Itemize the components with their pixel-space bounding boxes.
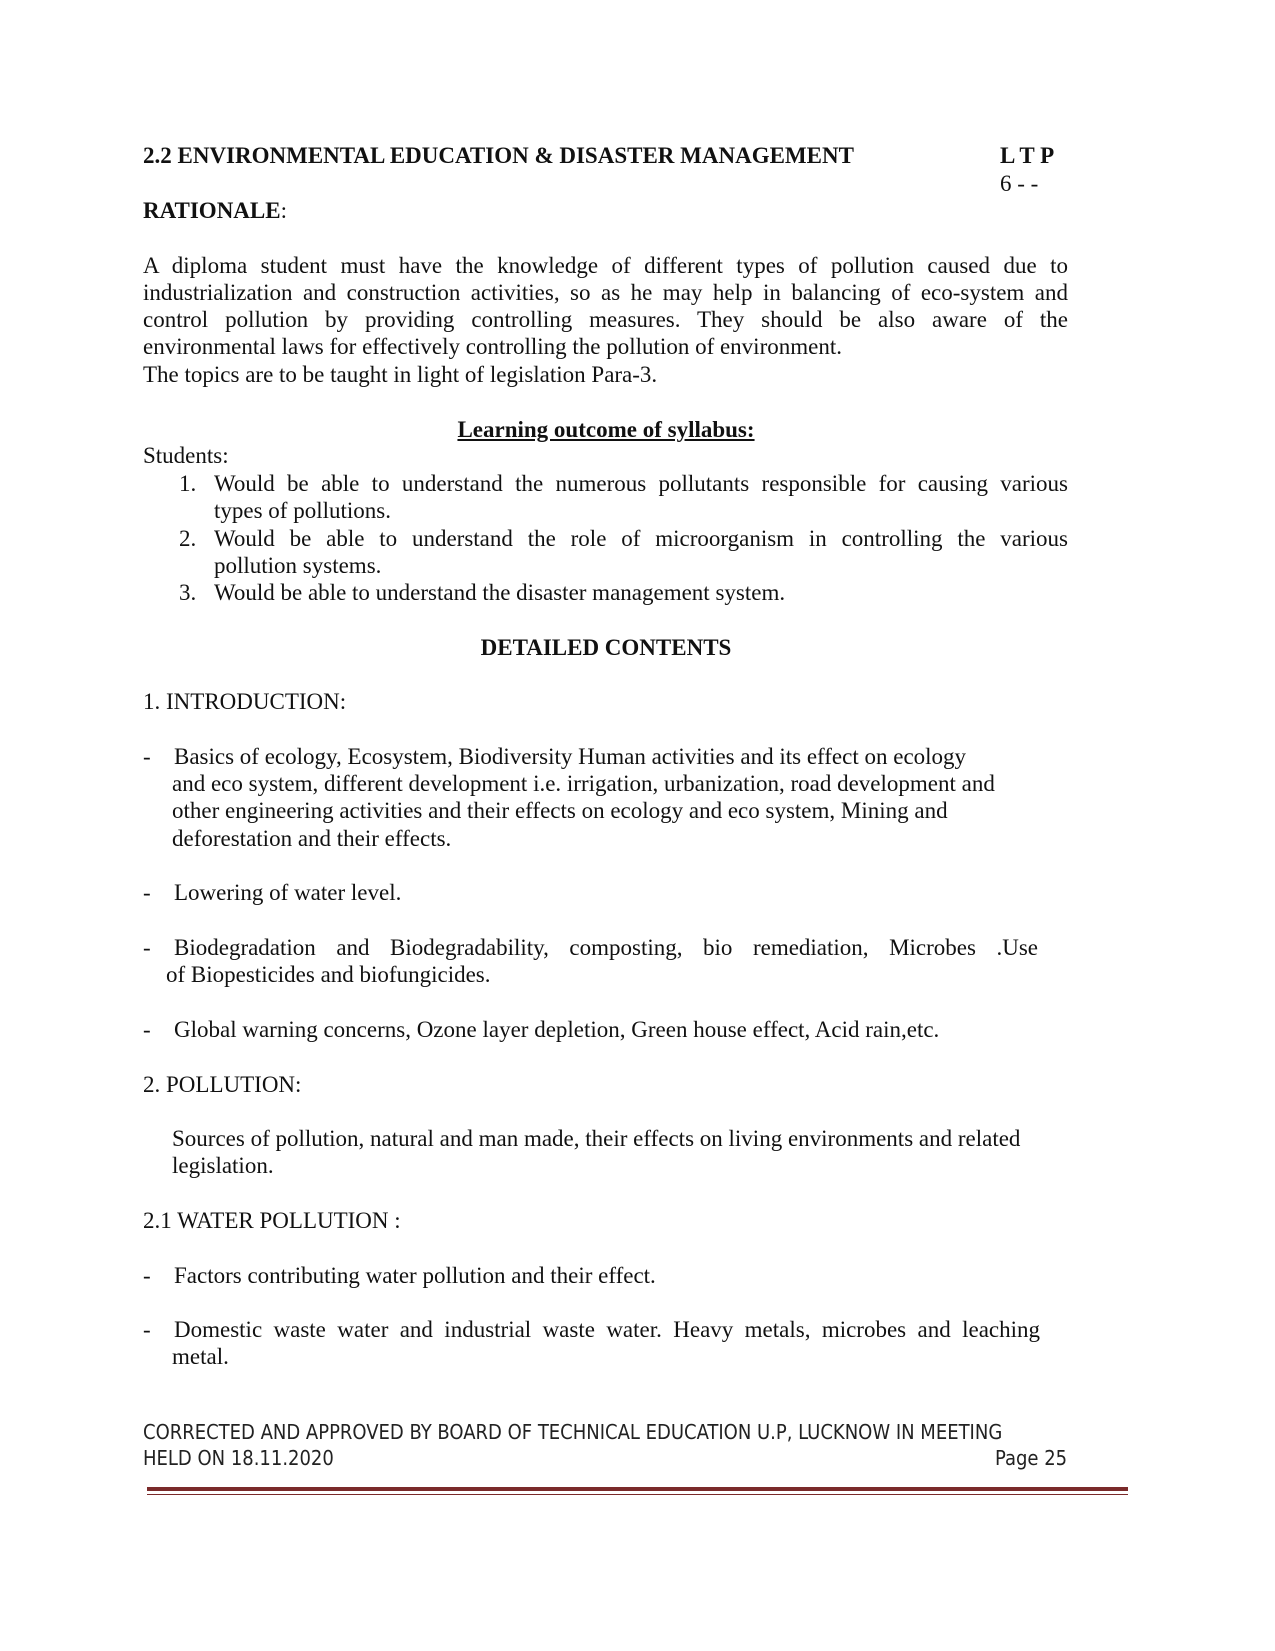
bullet-dash: - <box>143 935 151 960</box>
outcome-text: Would be able to understand the numerous pollutants responsible for causing various <box>214 471 1068 496</box>
footer-date: HELD ON 18.11.2020 <box>143 1446 334 1470</box>
bullet-dash: - <box>143 1017 151 1042</box>
bullet-text: Lowering of water level. <box>174 880 402 905</box>
course-title: 2.2 ENVIRONMENTAL EDUCATION & DISASTER MANAGEMENT <box>143 143 854 168</box>
bullet-text: Factors contributing water pollution and their effect. <box>174 1263 656 1288</box>
bullet-dash: - <box>143 880 151 905</box>
bullet-dash: - <box>143 1263 151 1288</box>
bullet-text: Basics of ecology, Ecosystem, Biodiversity Human activities and its effect on ecology <box>174 744 967 769</box>
outcome-number: 3. <box>179 580 197 605</box>
pollution-text: Sources of pollution, natural and man made, their effects on living environments and related <box>172 1126 1021 1151</box>
footer-rule <box>147 1487 1128 1491</box>
bullet-text: and eco system, different development i.e. irrigation, urbanization, road development and <box>172 771 995 796</box>
section-introduction: 1. INTRODUCTION: <box>143 689 347 714</box>
rationale-heading: RATIONALE <box>143 198 281 223</box>
outcome-text: Would be able to understand the disaster management system. <box>214 580 786 605</box>
section-water-pollution: 2.1 WATER POLLUTION : <box>143 1208 401 1233</box>
rationale-heading-wrap <box>143 197 287 225</box>
learning-outcome-heading: Learning outcome of syllabus: <box>457 417 755 442</box>
outcome-text-cont: pollution systems. <box>214 553 382 578</box>
page-number: Page 25 <box>995 1446 1068 1470</box>
pollution-text: legislation. <box>172 1153 274 1178</box>
detailed-contents-heading: DETAILED CONTENTS <box>480 635 732 660</box>
bullet-dash: - <box>143 1317 151 1342</box>
bullet-text: Domestic waste water and industrial waste water. Heavy metals, microbes and leaching <box>174 1317 1040 1342</box>
rationale-line: The topics are to be taught in light of legislation Para-3. <box>143 362 658 387</box>
bullet-text: of Biopesticides and biofungicides. <box>166 962 491 987</box>
rationale-line: A diploma student must have the knowledge of different types of pollution caused due to <box>143 253 1068 278</box>
students-label: Students: <box>143 443 229 468</box>
footer-rule-thin <box>147 1494 1128 1495</box>
footer-approval: CORRECTED AND APPROVED BY BOARD OF TECHNICAL EDUCATION U.P, LUCKNOW IN MEETING <box>143 1420 1003 1444</box>
outcome-number: 2. <box>179 526 197 551</box>
ltp-values: 6 - - <box>1000 171 1039 196</box>
bullet-text: Biodegradation and Biodegradability, composting, bio remediation, Microbes .Use <box>174 935 1038 960</box>
bullet-text: metal. <box>172 1344 229 1369</box>
ltp-label: L T P <box>1000 143 1055 168</box>
outcome-number: 1. <box>179 471 197 496</box>
bullet-text: deforestation and their effects. <box>172 826 452 851</box>
bullet-text: other engineering activities and their effects on ecology and eco system, Mining and <box>172 798 948 823</box>
rationale-line: industrialization and construction activities, so as he may help in balancing of eco-system and <box>143 280 1068 305</box>
rationale-line: environmental laws for effectively controlling the pollution of environment. <box>143 334 842 359</box>
outcome-text-cont: types of pollutions. <box>214 498 391 523</box>
outcome-text: Would be able to understand the role of microorganism in controlling the various <box>214 526 1068 551</box>
bullet-dash: - <box>143 744 151 769</box>
bullet-text: Global warning concerns, Ozone layer depletion, Green house effect, Acid rain,etc. <box>174 1017 940 1042</box>
section-pollution: 2. POLLUTION: <box>143 1072 302 1097</box>
rationale-colon: : <box>280 198 287 223</box>
rationale-line: control pollution by providing controlling measures. They should be also aware of the <box>143 307 1068 332</box>
